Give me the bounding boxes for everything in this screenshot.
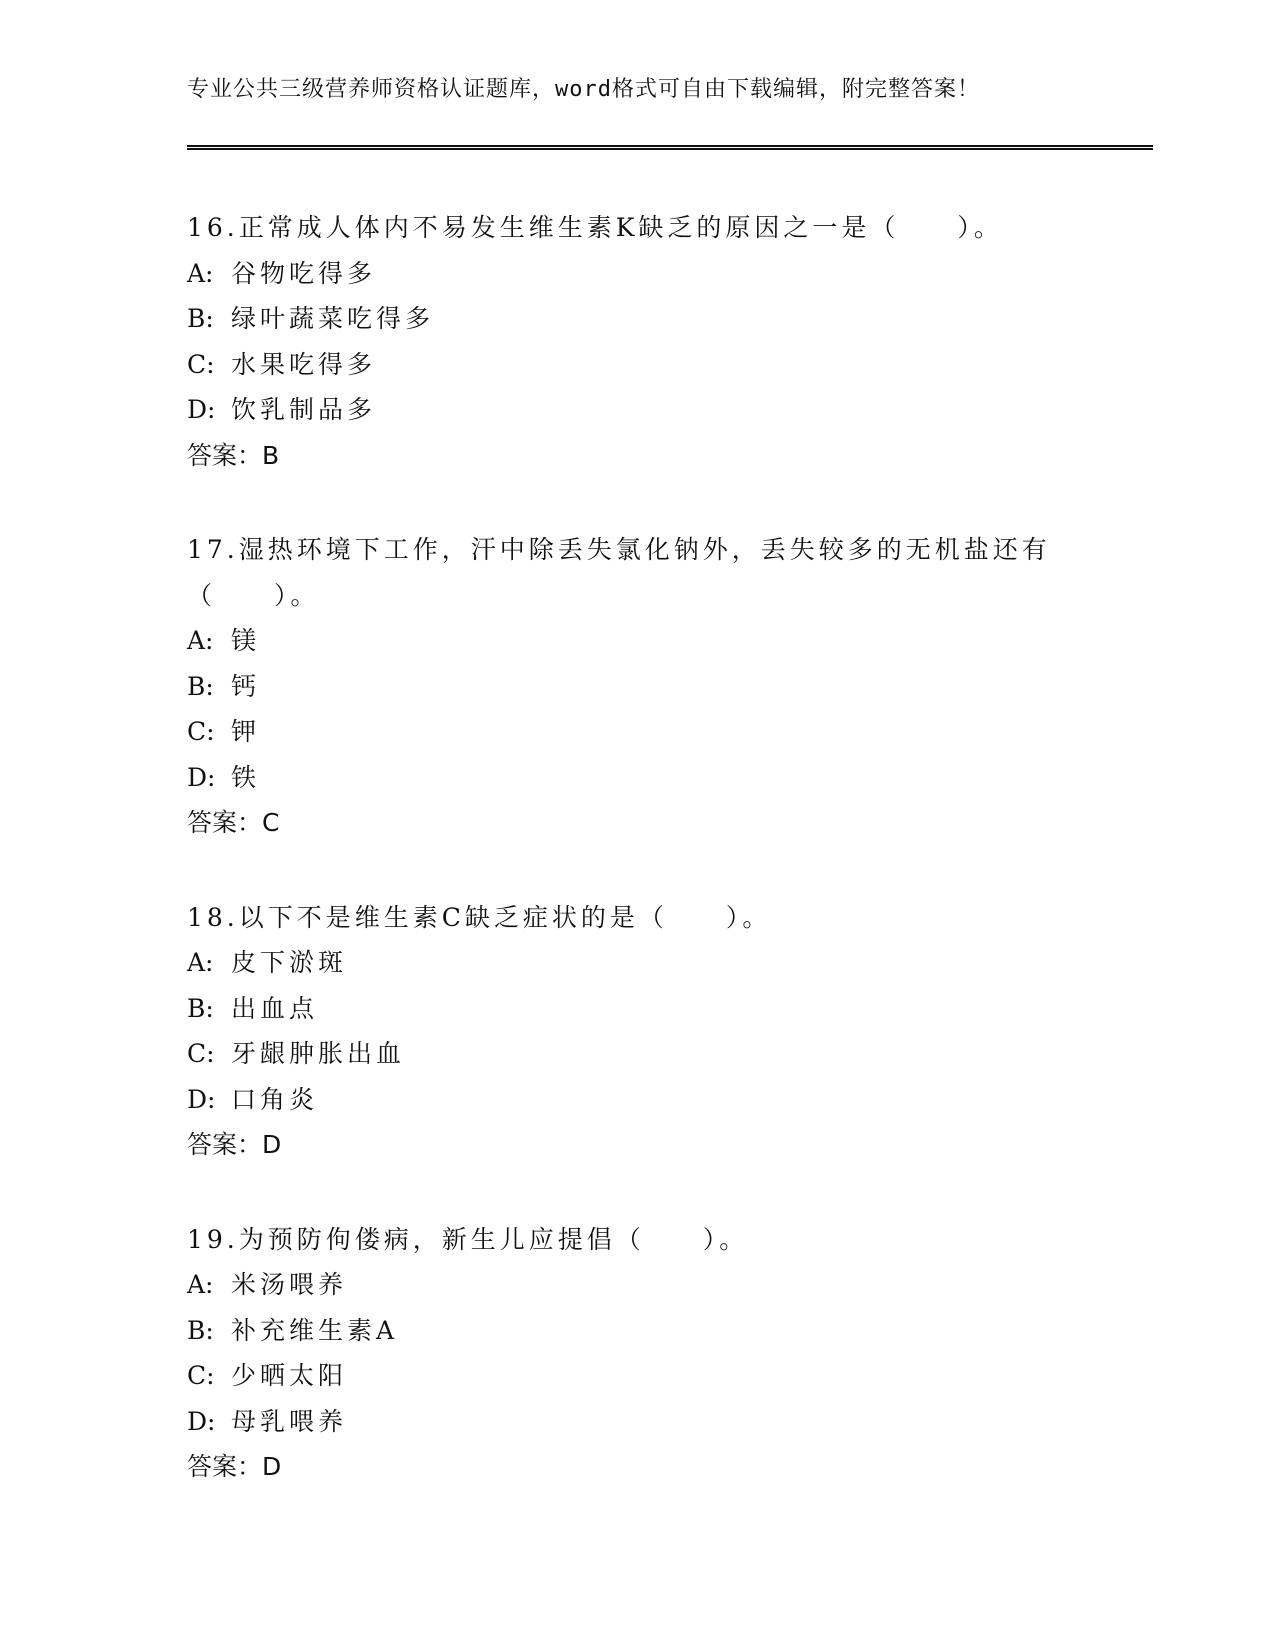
option-letter: A: xyxy=(187,948,214,977)
option-letter: C: xyxy=(187,349,215,379)
option-b xyxy=(187,664,1067,710)
header-divider xyxy=(187,145,1153,150)
question-stem: 17.湿热环境下工作，汗中除丢失氯化钠外，丢失较多的无机盐还有（ ）。 xyxy=(187,535,1051,610)
option-letter: D: xyxy=(187,1084,216,1114)
option-c xyxy=(187,709,1067,755)
option-text: 铁 xyxy=(231,762,261,792)
option-d xyxy=(187,755,1067,801)
option-letter: B: xyxy=(187,671,214,701)
option-c xyxy=(187,342,1067,388)
option-letter: C: xyxy=(187,717,215,746)
option-letter: C: xyxy=(187,1361,215,1390)
option-d xyxy=(187,1077,1067,1123)
question-stem: 18.以下不是维生素C缺乏症状的是（ ）。 xyxy=(187,902,772,932)
option-a xyxy=(187,618,1067,664)
option-text: 母乳喂养 xyxy=(231,1406,348,1436)
option-text: 口角炎 xyxy=(231,1084,319,1114)
option-text: 米汤喂养 xyxy=(231,1270,348,1299)
option-letter: D: xyxy=(187,1406,216,1436)
option-d xyxy=(187,387,1067,433)
option-letter: A: xyxy=(187,1270,214,1299)
question-19 xyxy=(187,1217,1067,1490)
option-b xyxy=(187,986,1067,1032)
question-17 xyxy=(187,527,1067,846)
option-text: 少晒太阳 xyxy=(231,1361,348,1390)
option-letter: C: xyxy=(187,1039,215,1068)
option-letter: B: xyxy=(187,304,214,333)
option-c xyxy=(187,1353,1067,1399)
option-letter: B: xyxy=(187,1315,214,1345)
option-text: 牙龈肿胀出血 xyxy=(231,1039,406,1068)
question-stem: 16.正常成人体内不易发生维生素K缺乏的原因之一是（ ）。 xyxy=(187,213,1003,242)
option-a xyxy=(187,1262,1067,1308)
answer-label: 答案：C xyxy=(187,808,280,837)
option-text: 绿叶蔬菜吃得多 xyxy=(231,304,435,333)
option-text: 谷物吃得多 xyxy=(231,258,377,288)
option-letter: B: xyxy=(187,993,214,1023)
answer-label: 答案：B xyxy=(187,440,280,470)
option-text: 钙 xyxy=(231,671,261,701)
option-b xyxy=(187,1308,1067,1354)
option-text: 出血点 xyxy=(231,993,319,1023)
question-stem: 19.为预防佝偻病，新生儿应提倡（ ）。 xyxy=(187,1224,749,1254)
option-letter: A: xyxy=(187,626,214,655)
page-header: 专业公共三级营养师资格认证题库，word格式可自由下载编辑，附完整答案！ xyxy=(187,77,980,102)
option-letter: D: xyxy=(187,762,216,792)
option-text: 饮乳制品多 xyxy=(231,395,377,424)
option-text: 水果吃得多 xyxy=(231,349,377,379)
option-d xyxy=(187,1399,1067,1445)
option-letter: D: xyxy=(187,395,216,424)
option-text: 钾 xyxy=(231,717,261,746)
option-text: 补充维生素A xyxy=(231,1315,399,1345)
option-text: 皮下淤斑 xyxy=(231,948,348,977)
answer-label: 答案：D xyxy=(187,1130,282,1159)
option-a xyxy=(187,251,1067,297)
answer-label: 答案：D xyxy=(187,1452,282,1481)
question-list xyxy=(187,205,1067,1539)
option-text: 镁 xyxy=(231,626,261,655)
question-18 xyxy=(187,895,1067,1168)
option-c xyxy=(187,1031,1067,1077)
option-a xyxy=(187,940,1067,986)
option-letter: A: xyxy=(187,258,214,288)
option-b xyxy=(187,296,1067,342)
question-16 xyxy=(187,205,1067,478)
